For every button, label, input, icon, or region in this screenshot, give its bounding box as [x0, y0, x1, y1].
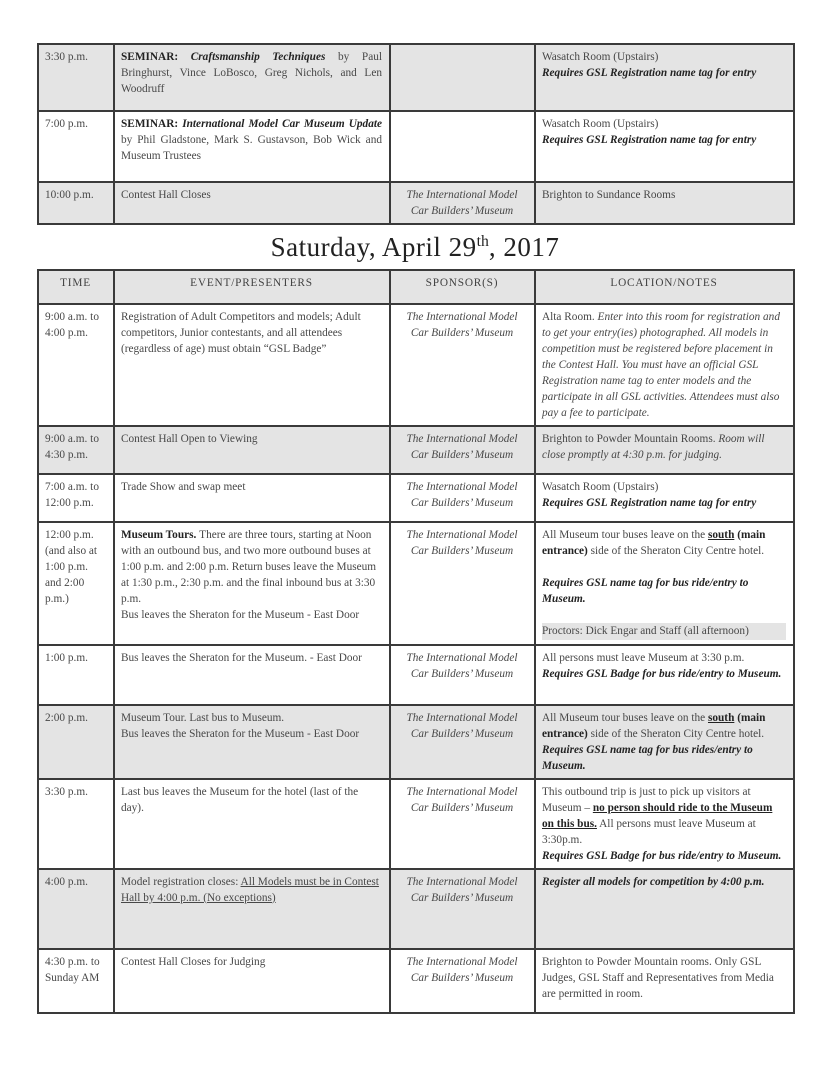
sponsor-cell: The International Model Car Builders’ Museum [390, 645, 535, 705]
header-row [38, 270, 794, 304]
location-cell: All persons must leave Museum at 3:30 p.m. Requires GSL Badge for bus ride/entry to Museum. [535, 645, 794, 705]
continuation-table [37, 43, 795, 225]
event-cell: Museum Tours. There are three tours, starting at Noon with an outbound bus, and two more outbound buses at 1:00 p.m. and 2:00 p.m. Return buses leave the Museum at 1:30 p.m., 2:30 p.m. and the final inbound bus at 3:30 p.m. Bus leaves the Sheraton for the Museum - East Door [114, 522, 390, 644]
table-row [38, 182, 794, 224]
table-row [38, 705, 794, 779]
sponsor-cell: The International Model Car Builders’ Museum [390, 304, 535, 426]
event-cell: Contest Hall Closes for Judging [114, 949, 390, 1013]
event-cell: SEMINAR: International Model Car Museum Update by Phil Gladstone, Mark S. Gustavson, Bob Wick and Museum Trustees [114, 111, 390, 182]
saturday-table-body [38, 304, 794, 1013]
saturday-table-head [38, 270, 794, 304]
column-header-event-presenters: EVENT/PRESENTERS [114, 270, 390, 304]
location-cell: This outbound trip is just to pick up visitors at Museum – no person should ride to the Museum on this bus. All persons must leave Museum at 3:30p.m. Requires GSL Badge for bus ride/entry to Museum. [535, 779, 794, 869]
column-header-location-notes: LOCATION/NOTES [535, 270, 794, 304]
time-cell: 3:30 p.m. [38, 779, 114, 869]
time-cell: 2:00 p.m. [38, 705, 114, 779]
location-cell: Brighton to Powder Mountain rooms. Only GSL Judges, GSL Staff and Representatives from Media are permitted in room. [535, 949, 794, 1013]
sponsor-cell [390, 111, 535, 182]
table-row [38, 949, 794, 1013]
column-header-time: TIME [38, 270, 114, 304]
location-cell: All Museum tour buses leave on the south (main entrance) side of the Sheraton City Centre hotel. Requires GSL name tag for bus ride/entry to Museum. Proctors: Dick Engar and Staff (all afternoon) [535, 522, 794, 644]
table-row [38, 779, 794, 869]
location-cell: Wasatch Room (Upstairs) Requires GSL Registration name tag for entry [535, 111, 794, 182]
event-cell: Trade Show and swap meet [114, 474, 390, 522]
table-row [38, 304, 794, 426]
table-row [38, 44, 794, 111]
event-cell: Registration of Adult Competitors and models; Adult competitors, Junior contestants, and all attendees (regardless of age) must obtain “GSL Badge” [114, 304, 390, 426]
event-cell: Contest Hall Closes [114, 182, 390, 224]
sponsor-cell: The International Model Car Builders’ Museum [390, 522, 535, 644]
time-cell: 9:00 a.m. to 4:30 p.m. [38, 426, 114, 474]
sponsor-cell: The International Model Car Builders’ Museum [390, 182, 535, 224]
time-cell: 9:00 a.m. to 4:00 p.m. [38, 304, 114, 426]
time-cell: 1:00 p.m. [38, 645, 114, 705]
sponsor-cell: The International Model Car Builders’ Museum [390, 705, 535, 779]
column-header-sponsors: SPONSOR(S) [390, 270, 535, 304]
time-cell: 10:00 p.m. [38, 182, 114, 224]
saturday-schedule-table [37, 269, 795, 1014]
location-cell: Brighton to Sundance Rooms [535, 182, 794, 224]
location-cell: Register all models for competition by 4:00 p.m. [535, 869, 794, 949]
schedule-page [37, 0, 793, 1014]
sponsor-cell: The International Model Car Builders’ Museum [390, 474, 535, 522]
table-row [38, 522, 794, 644]
time-cell: 4:00 p.m. [38, 869, 114, 949]
event-cell: Last bus leaves the Museum for the hotel (last of the day). [114, 779, 390, 869]
location-cell: Alta Room. Enter into this room for registration and to get your entry(ies) photographed. All models in competition must be registered before placement in the Contest Hall. You must have an official GSL Registration name tag to enter models and the participate in all GSL activities. Attendees must also pay a fee to participate. [535, 304, 794, 426]
location-cell: All Museum tour buses leave on the south (main entrance) side of the Sheraton City Centre hotel. Requires GSL name tag for bus rides/entry to Museum. [535, 705, 794, 779]
table-row [38, 426, 794, 474]
sponsor-cell: The International Model Car Builders’ Museum [390, 869, 535, 949]
location-cell: Wasatch Room (Upstairs) Requires GSL Registration name tag for entry [535, 44, 794, 111]
table-row [38, 111, 794, 182]
sponsor-cell: The International Model Car Builders’ Museum [390, 779, 535, 869]
table-row [38, 869, 794, 949]
date-heading: Saturday, April 29th, 2017 [270, 232, 560, 263]
time-cell: 7:00 p.m. [38, 111, 114, 182]
time-cell: 3:30 p.m. [38, 44, 114, 111]
time-cell: 4:30 p.m. to Sunday AM [38, 949, 114, 1013]
event-cell: Contest Hall Open to Viewing [114, 426, 390, 474]
event-cell: Museum Tour. Last bus to Museum. Bus leaves the Sheraton for the Museum - East Door [114, 705, 390, 779]
time-cell: 7:00 a.m. to 12:00 p.m. [38, 474, 114, 522]
location-cell: Wasatch Room (Upstairs) Requires GSL Registration name tag for entry [535, 474, 794, 522]
table-row [38, 645, 794, 705]
time-cell: 12:00 p.m. (and also at 1:00 p.m. and 2:00 p.m.) [38, 522, 114, 644]
location-cell: Brighton to Powder Mountain Rooms. Room will close promptly at 4:30 p.m. for judging. [535, 426, 794, 474]
sponsor-cell: The International Model Car Builders’ Museum [390, 949, 535, 1013]
event-cell: Model registration closes: All Models must be in Contest Hall by 4:00 p.m. (No exceptions) [114, 869, 390, 949]
sponsor-cell [390, 44, 535, 111]
event-cell: Bus leaves the Sheraton for the Museum. - East Door [114, 645, 390, 705]
continuation-table-body [38, 44, 794, 224]
table-row [38, 474, 794, 522]
sponsor-cell: The International Model Car Builders’ Museum [390, 426, 535, 474]
event-cell: SEMINAR: Craftsmanship Techniques by Paul Bringhurst, Vince LoBosco, Greg Nichols, and Len Woodruff [114, 44, 390, 111]
